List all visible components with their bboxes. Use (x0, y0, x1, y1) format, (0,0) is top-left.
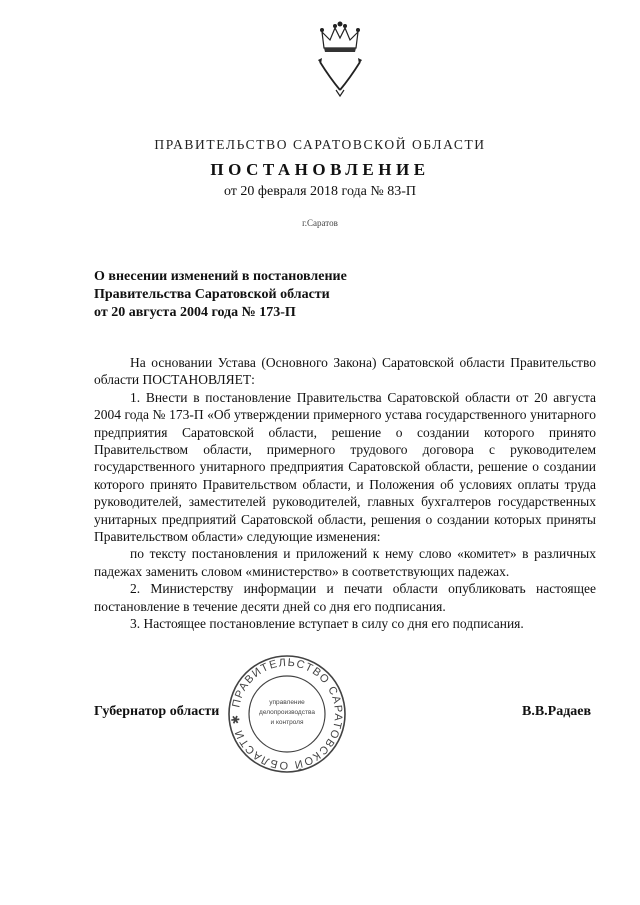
official-stamp (225, 652, 349, 776)
svg-text:делопроизводства: делопроизводства (259, 709, 315, 716)
document-city: г.Саратов (302, 218, 338, 228)
signatory-name: В.В.Радаев (522, 704, 592, 719)
subject-line: О внесении изменений в постановление (94, 269, 347, 284)
subject-line: от 20 августа 2004 года № 173-П (94, 305, 296, 320)
document-body (94, 354, 596, 633)
body-paragraph: На основании Устава (Основного Закона) Саратовской области Правительство области ПОСТАНОВЛЯЕТ: (94, 355, 596, 388)
svg-text:и контроля: и контроля (270, 719, 304, 726)
document-date-number: от 20 февраля 2018 года № 83-П (223, 184, 417, 199)
body-paragraph: по тексту постановления и приложений к нему слово «комитет» в различных падежах заменить словом «министерство» в соответствующих падежах. (94, 546, 596, 579)
subject-line: Правительства Саратовской области (94, 287, 330, 302)
body-paragraph: 2. Министерству информации и печати области опубликовать настоящее постановление в течение десяти дней со дня его подписания. (94, 581, 596, 614)
body-paragraph: 1. Внести в постановление Правительства Саратовской области от 20 августа 2004 года № 173-П «Об утверждении примерного устава государственного унитарного предприятия Саратовской области, решение о создании которого принято Правительством области, примерного трудового договора с руководителем государственного унитарного предприятия Саратовской области, решение о создании которого принято Правительством области, и Положения об условиях оплаты труда руководителей, заместителей руководителей, главных бухгалтеров государственных унитарных предприятий Саратовской области, решения о создании которых приняты Правительством области» следующие изменения: (94, 389, 596, 545)
government-name: ПРАВИТЕЛЬСТВО САРАТОВСКОЙ ОБЛАСТИ (154, 137, 486, 152)
svg-text:ПРАВИТЕЛЬСТВО САРАТОВСКОЙ ОБЛА: ПРАВИТЕЛЬСТВО САРАТОВСКОЙ ОБЛАСТИ ✱ (229, 656, 345, 772)
body-paragraph: 3. Настоящее постановление вступает в силу со дня его подписания. (130, 616, 524, 632)
svg-text:управление: управление (269, 699, 305, 706)
document-subject (94, 268, 347, 322)
signatory-position: Губернатор области (94, 704, 220, 719)
coat-of-arms-icon (300, 18, 380, 100)
document-title: ПОСТАНОВЛЕНИЕ (210, 160, 430, 179)
